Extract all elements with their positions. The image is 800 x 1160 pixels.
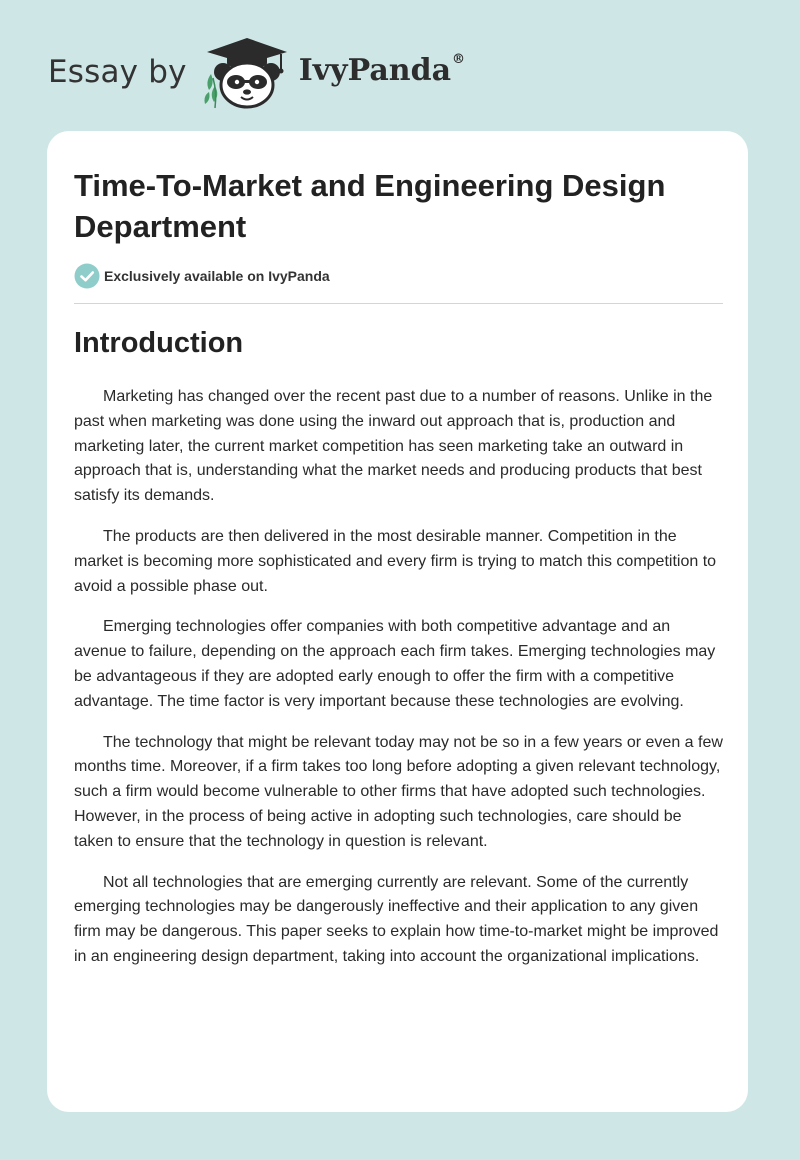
brand-name[interactable]: IvyPanda® (298, 51, 466, 88)
paragraph: Not all technologies that are emerging currently are relevant. Some of the currently emerging technologies may be dangerously ineffective and their application to any given firm may be dangerous. This paper seeks to explain how time-to-market might be improved in an engineering design department, taking into account the organizational implications. (74, 873, 719, 965)
essay-title: Time-To-Market and Engineering Design Department (74, 168, 666, 244)
essay-card (47, 131, 748, 1112)
registered-mark: ® (452, 51, 466, 67)
essay-body (74, 385, 724, 986)
paragraph: Emerging technologies offer companies with both competitive advantage and an avenue to failure, depending on the approach each firm takes. Emerging technologies may be advantageous if they are adopted early enough to offer the firm with a competitive advantage. The time factor is very important because these technologies are evolving. (74, 618, 716, 710)
essay-by-label: Essay by (48, 54, 187, 90)
panda-graduate-logo-icon[interactable] (201, 34, 293, 110)
divider (74, 303, 723, 304)
section-heading-introduction: Introduction (74, 327, 244, 359)
paragraph: The products are then delivered in the most desirable manner. Competition in the market is becoming more sophisticated and every firm is trying to match this competition to avoid a possible phase out. (74, 527, 717, 595)
exclusive-badge-text: Exclusively available on IvyPanda (104, 268, 330, 284)
paragraph: Marketing has changed over the recent past due to a number of reasons. Unlike in the past when marketing was done using the inward out approach that is, production and marketing later, the current market competition has seen marketing take an outward in approach that is, understanding what the market needs and producing products that best satisfy its demands. (74, 388, 713, 505)
exclusive-badge (74, 263, 330, 289)
check-circle-icon (74, 263, 100, 289)
paragraph: The technology that might be relevant today may not be so in a few years or even a few months time. Moreover, if a firm takes too long before adopting a given relevant technology, such a firm would become vulnerable to other firms that have adopted such technologies. However, in the process of being active in adopting such technologies, care should be taken to ensure that the technology in question is relevant. (74, 733, 723, 850)
site-header (48, 34, 465, 110)
